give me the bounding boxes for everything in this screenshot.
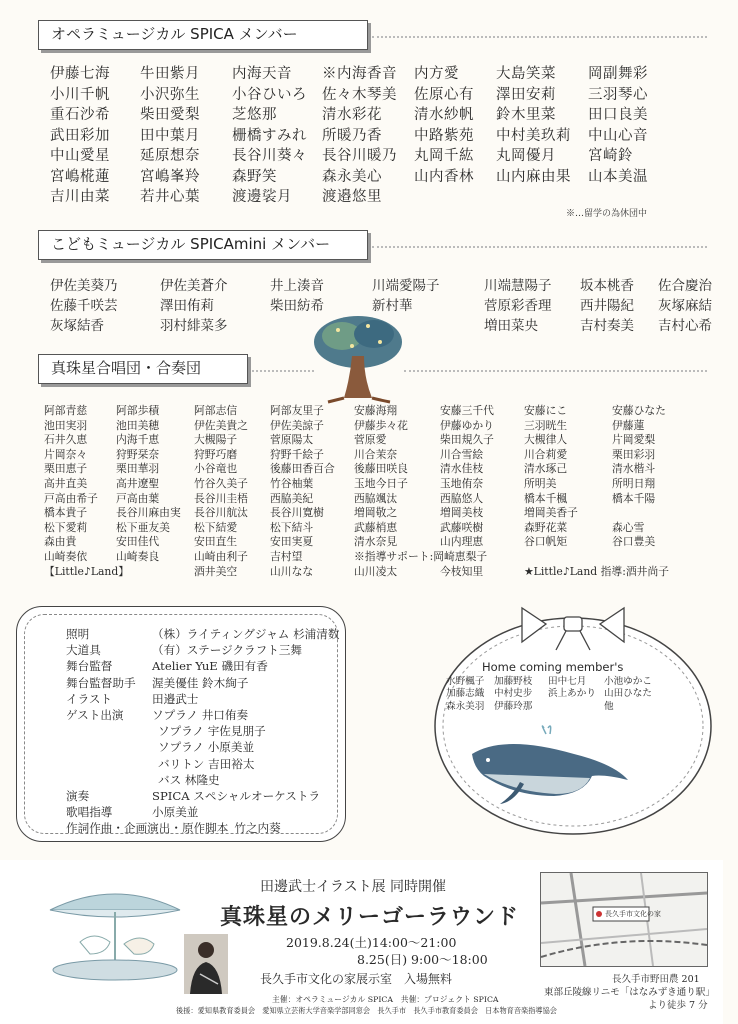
- member-name: 山川なな: [270, 564, 314, 578]
- member-name: 玉地侑奈: [440, 476, 484, 490]
- member-name: 増田菜央: [484, 318, 538, 334]
- credit-role: ゲスト出演: [66, 708, 124, 723]
- member-name: 伊藤玲那: [494, 700, 533, 712]
- member-name: 伊藤蓮: [612, 418, 645, 432]
- member-name: 佐合慶治: [658, 278, 712, 294]
- member-name: 加藤志織: [446, 688, 485, 700]
- member-name: 森野花菜: [524, 520, 568, 534]
- member-name: 伊佐美蒼介: [160, 278, 228, 294]
- member-name: 中山心音: [588, 127, 648, 144]
- access-map: [540, 872, 708, 967]
- credit-row: [66, 691, 339, 707]
- credit-row: [66, 820, 339, 836]
- member-name: 増岡美香子: [524, 506, 578, 520]
- member-name: 栗田恵子: [44, 462, 88, 476]
- member-name: 大槻陽子: [194, 433, 238, 447]
- member-name: 伊藤七海: [50, 66, 110, 82]
- member-name: 安藤にこ: [524, 404, 568, 417]
- credit-row: [66, 804, 339, 820]
- member-name: 清水佳枝: [440, 462, 484, 476]
- member-name: 柴田愛梨: [140, 107, 200, 123]
- member-name: 佐々木琴美: [322, 86, 397, 103]
- member-name: 長谷川寛樹: [270, 506, 324, 520]
- member-name: 宮嶋峯羚: [140, 168, 200, 185]
- member-name: 森野笑: [232, 168, 277, 185]
- member-name: 高井遼聖: [116, 476, 160, 490]
- divider: [372, 246, 707, 248]
- member-name: 中村美玖莉: [496, 127, 571, 144]
- member-name: 三羽琴心: [588, 86, 648, 103]
- member-name: 栗田彩羽: [612, 447, 656, 461]
- credit-name: ソプラノ 小原美並: [158, 740, 255, 755]
- credit-role: 作詞作曲・企画演出・原作脚本: [66, 821, 229, 836]
- member-name: 竹谷柚葉: [270, 476, 314, 490]
- member-name: 狩野栞奈: [116, 447, 160, 461]
- member-name: 所明日翔: [612, 476, 656, 490]
- member-name: 浜上あかり: [548, 688, 596, 700]
- event-title: 真珠星のメリーゴーラウンド: [220, 905, 520, 930]
- credit-name: 竹之内葵: [234, 821, 281, 836]
- member-name: 山崎奏依: [44, 549, 88, 563]
- member-name: 小川千帆: [50, 86, 110, 103]
- member-name: 武藤咲樹: [440, 520, 484, 534]
- member-name: 西脇美紀: [270, 491, 314, 505]
- member-name: 吉村心希: [658, 318, 712, 334]
- credit-name: （有）ステージクラフト三舞: [152, 643, 303, 658]
- credits-list: [66, 626, 339, 837]
- member-name: 安田直生: [194, 535, 238, 549]
- member-name: [612, 565, 702, 580]
- member-name: 所暖乃香: [322, 127, 382, 144]
- member-name: 橋本千陽: [612, 491, 656, 505]
- member-name: 灰塚麻結: [658, 298, 712, 314]
- member-name: 田口良美: [588, 107, 648, 123]
- member-name: 小沢弥生: [140, 86, 200, 103]
- member-name: 柴田紡希: [270, 298, 324, 314]
- member-name: 松下亜友美: [116, 520, 170, 534]
- member-name: 清水琢己: [524, 462, 568, 476]
- member-name: 松下結愛: [194, 520, 238, 534]
- member-name: 小池ゆかこ: [604, 676, 652, 687]
- member-name: 小谷竜也: [194, 462, 238, 476]
- member-name: 武田彩加: [50, 127, 110, 144]
- member-name: [524, 550, 612, 565]
- member-name: 後藤田咲良: [354, 462, 408, 476]
- member-name: 水野楓子: [446, 676, 485, 687]
- tree-illustration: [308, 312, 408, 404]
- member-name: 羽村緋菜多: [160, 318, 228, 334]
- member-name: 渡邊裟月: [232, 189, 292, 205]
- credit-row: [66, 739, 339, 755]
- credit-role: イラスト: [66, 691, 113, 706]
- member-name: 安藤三千代: [440, 404, 494, 417]
- member-name: 清水彩花: [322, 107, 382, 123]
- member-name: 栗田華羽: [116, 462, 160, 476]
- member-name: 後藤田香百合: [270, 462, 335, 476]
- member-name: [588, 187, 680, 208]
- access-walk: より徒歩 7 分: [648, 1000, 708, 1011]
- divider: [404, 370, 707, 372]
- map-venue-label: 長久手市文化の家: [605, 910, 661, 918]
- member-name: 灰塚結香: [50, 318, 104, 334]
- member-name: 宮崎鈴: [588, 148, 633, 164]
- member-name: [440, 550, 524, 565]
- member-name: ★Little♪Land 指導:酒井尚子: [524, 564, 670, 578]
- credit-name: 小原美並: [152, 805, 199, 820]
- credit-role: 舞台監督助手: [66, 675, 136, 690]
- member-name: ※内海香音: [322, 66, 397, 82]
- member-name: 森永美羽: [446, 700, 485, 712]
- credit-row: [66, 723, 339, 739]
- member-name: 山崎奏良: [116, 549, 160, 563]
- credit-name: Atelier YuE 磯田有香: [152, 659, 268, 674]
- member-name: 中山愛星: [50, 148, 110, 164]
- member-name: 森由貴: [44, 535, 77, 549]
- member-name: 岡副舞彩: [588, 66, 648, 82]
- member-name: 西井陽紀: [580, 298, 634, 314]
- member-name: 阿部志信: [194, 404, 238, 417]
- member-name: 井上湊音: [270, 278, 324, 294]
- choir-section-title: 真珠星合唱団・合奏団: [51, 359, 202, 377]
- opera-section-header: [38, 20, 368, 50]
- member-name: 佐原心有: [414, 86, 474, 103]
- member-name: 池田実羽: [44, 418, 88, 432]
- member-name: 菅原彩香理: [484, 298, 552, 314]
- credit-row: [66, 658, 339, 674]
- member-name: 清水奈見: [354, 535, 398, 549]
- member-name: 酒井美空: [194, 564, 238, 578]
- member-name: 安藤ひなた: [612, 404, 666, 417]
- member-name: 渡邉悠里: [322, 189, 382, 205]
- member-name: 吉村望: [270, 549, 303, 563]
- member-name: 栅橋すみれ: [232, 127, 307, 144]
- event-date-1: 2019.8.24(土)14:00～21:00: [286, 935, 457, 950]
- member-name: 伊藤ゆかり: [440, 418, 494, 432]
- member-name: 新村華: [372, 298, 413, 314]
- member-name: 西脇颯汰: [354, 491, 398, 505]
- event-supporters: 後援：愛知県教育委員会 愛知県立芸術大学音楽学部同窓会 長久手市 長久手市教育委員会 日本物育音楽指導協会: [176, 1006, 557, 1015]
- member-name: 長谷川暖乃: [322, 148, 397, 164]
- member-name: 内方愛: [414, 66, 459, 82]
- credit-row: [66, 756, 339, 772]
- member-name: 狩野巧磨: [194, 447, 238, 461]
- member-name: 菅原陽太: [270, 433, 314, 447]
- divider: [372, 36, 707, 38]
- member-name: 川端愛陽子: [372, 278, 440, 294]
- member-name: 竹谷久美子: [194, 476, 248, 490]
- member-name: 大島笑菜: [496, 66, 556, 82]
- member-name: 高井直美: [44, 476, 88, 490]
- member-name: 宮嶋椛蓮: [50, 168, 110, 185]
- member-name: 橋本千楓: [524, 491, 568, 505]
- member-name: 山内麻由果: [496, 168, 571, 185]
- event-date-2: 8.25(日) 9:00～18:00: [357, 952, 488, 967]
- member-name: 狩野千絵子: [270, 447, 324, 461]
- member-name: 山崎由利子: [194, 549, 248, 563]
- member-name: 山田ひなた: [604, 688, 652, 700]
- kids-section-header: [38, 230, 368, 260]
- opera-note: ※…留学の為休団中: [566, 209, 648, 219]
- member-name: 山川凌太: [354, 564, 398, 578]
- member-name: [116, 565, 194, 580]
- member-name: 安田実夏: [270, 535, 314, 549]
- homecoming-title: Home coming member's: [482, 660, 624, 674]
- member-name: 澤田安莉: [496, 86, 556, 103]
- member-name: 小谷ひいろ: [232, 86, 307, 103]
- credit-name: バリトン 吉田裕太: [158, 756, 255, 771]
- credit-row: [66, 788, 339, 804]
- member-name: 橋本貴子: [44, 506, 88, 520]
- member-name: 伊藤歩々花: [354, 418, 408, 432]
- member-name: 西脇悠人: [440, 491, 484, 505]
- member-name: 鈴木里菜: [496, 107, 556, 123]
- opera-member-list: [50, 64, 710, 208]
- member-name: 三羽晄生: [524, 418, 568, 432]
- credit-name: ソプラノ 宇佐見朋子: [158, 724, 266, 739]
- member-name: 清水楷斗: [612, 462, 656, 476]
- member-name: 丸岡千紘: [414, 148, 474, 164]
- member-name: 池田美穂: [116, 418, 160, 432]
- member-name: 大槻律人: [524, 433, 568, 447]
- member-name: 山内香林: [414, 168, 474, 185]
- member-name: 伊佐美葵乃: [50, 278, 118, 294]
- member-name: 谷口帆矩: [524, 535, 568, 549]
- member-name: ※指導サポート:岡崎恵梨子: [354, 549, 488, 563]
- kids-section-title: こどもミュージカル SPICAmini メンバー: [51, 235, 331, 253]
- member-name: 田中七月: [548, 676, 587, 687]
- credit-row: [66, 707, 339, 723]
- member-name: 内海天音: [232, 66, 292, 82]
- member-name: 安田佳代: [116, 535, 160, 549]
- member-name: 松下結斗: [270, 520, 314, 534]
- member-name: 延原想奈: [140, 148, 200, 164]
- member-name: 森永美心: [322, 168, 382, 185]
- member-name: 所明美: [524, 476, 557, 490]
- member-name: 阿部歩積: [116, 404, 160, 417]
- member-name: 森心雪: [612, 520, 645, 534]
- credit-name: バス 林隆史: [158, 772, 220, 787]
- member-name: 増岡美枝: [440, 506, 484, 520]
- member-name: 玉地今日子: [354, 476, 408, 490]
- event-subtitle: 田邊武士イラスト展 同時開催: [260, 879, 447, 895]
- member-name: 谷口豊美: [612, 535, 656, 549]
- member-name: 長谷川航汰: [194, 506, 248, 520]
- member-name: 加藤野枝: [494, 676, 533, 687]
- credit-name: ソプラノ 井口侑奏: [152, 708, 249, 723]
- member-name: 安藤海翔: [354, 404, 398, 417]
- credit-row: [66, 675, 339, 691]
- member-name: 柴田規久子: [440, 433, 494, 447]
- credit-row: [66, 772, 339, 788]
- member-name: 中路紫苑: [414, 127, 474, 144]
- credit-name: 田邉武士: [152, 691, 199, 706]
- member-name: 戸高由希子: [44, 491, 98, 505]
- member-name: [612, 550, 702, 565]
- member-name: 他: [604, 700, 614, 712]
- divider: [252, 370, 314, 372]
- member-name: 片岡愛梨: [612, 433, 656, 447]
- member-name: 清水紗帆: [414, 107, 474, 123]
- event-venue: 長久手市文化の家展示室 入場無料: [260, 972, 453, 986]
- member-name: 片岡奈々: [44, 447, 88, 461]
- carousel-illustration: [40, 884, 190, 984]
- choir-section-header: [38, 354, 248, 384]
- member-name: 若井心葉: [140, 189, 200, 205]
- member-name: 澤田侑莉: [160, 298, 214, 314]
- member-name: 川合雪絵: [440, 447, 484, 461]
- member-name: [496, 187, 588, 208]
- credit-name: SPICA スペシャルオーケストラ: [152, 789, 321, 804]
- credit-name: （株）ライティングジャム 杉浦清数: [152, 627, 340, 641]
- member-name: 丸岡優月: [496, 148, 556, 164]
- credit-role: 照明: [66, 627, 90, 641]
- credit-role: 歌唱指導: [66, 805, 113, 820]
- member-name: 内海千恵: [116, 433, 160, 447]
- member-name: 今枝知里: [440, 564, 484, 578]
- member-name: 田中葉月: [140, 127, 200, 144]
- performer-photo: [184, 934, 228, 994]
- homecoming-list: [446, 676, 664, 713]
- credit-role: 舞台監督: [66, 659, 113, 674]
- member-name: 中村史步: [494, 688, 533, 700]
- member-name: 阿部青慈: [44, 404, 88, 417]
- credit-name: 渥美優佳 鈴木絢子: [152, 675, 249, 690]
- member-name: 【Little♪Land】: [44, 564, 130, 578]
- member-name: 戸高由葉: [116, 491, 160, 505]
- member-name: 長谷川麻由実: [116, 506, 181, 520]
- member-name: 菅原愛: [354, 433, 387, 447]
- member-name: 長谷川葵々: [232, 148, 307, 164]
- member-name: 牛田紫月: [140, 66, 200, 82]
- member-name: 吉村奏美: [580, 318, 634, 334]
- member-name: 川合茉奈: [354, 447, 398, 461]
- credit-row: [66, 626, 339, 642]
- member-name: [414, 187, 496, 208]
- member-name: 川端慧陽子: [484, 278, 552, 294]
- access-station: 東部丘陵線リニモ「はなみずき通り駅」: [544, 987, 715, 998]
- map-drawing: [541, 873, 707, 966]
- credit-role: 大道具: [66, 643, 101, 658]
- opera-section-title: オペラミュージカル SPICA メンバー: [51, 25, 298, 43]
- credit-row: [66, 642, 339, 658]
- member-name: 山内理恵: [440, 535, 484, 549]
- member-name: 佐藤千咲芸: [50, 298, 118, 314]
- access-address: 長久手市野田農 201: [612, 974, 700, 985]
- member-name: 芝悠那: [232, 107, 277, 123]
- member-name: 松下愛莉: [44, 520, 88, 534]
- member-name: 石井久恵: [44, 433, 88, 447]
- whale-illustration: [464, 724, 632, 810]
- member-name: 武藤梢恵: [354, 520, 398, 534]
- member-name: 阿部友里子: [270, 404, 324, 417]
- member-name: 山本美温: [588, 168, 648, 185]
- member-name: 重石沙希: [50, 107, 110, 123]
- member-name: [548, 701, 604, 713]
- event-organizers: 主催：オペラミュージカル SPICA 共催：プロジェクト SPICA: [272, 995, 499, 1004]
- member-name: 長谷川圭梧: [194, 491, 248, 505]
- member-name: 増岡敬之: [354, 506, 398, 520]
- member-name: [612, 506, 702, 521]
- choir-member-list: [44, 404, 714, 579]
- member-name: 川合莉愛: [524, 447, 568, 461]
- member-name: 吉川由菜: [50, 189, 110, 205]
- credit-role: 演奏: [66, 789, 90, 804]
- member-name: 坂本桃香: [580, 278, 634, 294]
- member-name: 伊佐美貴之: [194, 418, 248, 432]
- member-name: 伊佐美諒子: [270, 418, 324, 432]
